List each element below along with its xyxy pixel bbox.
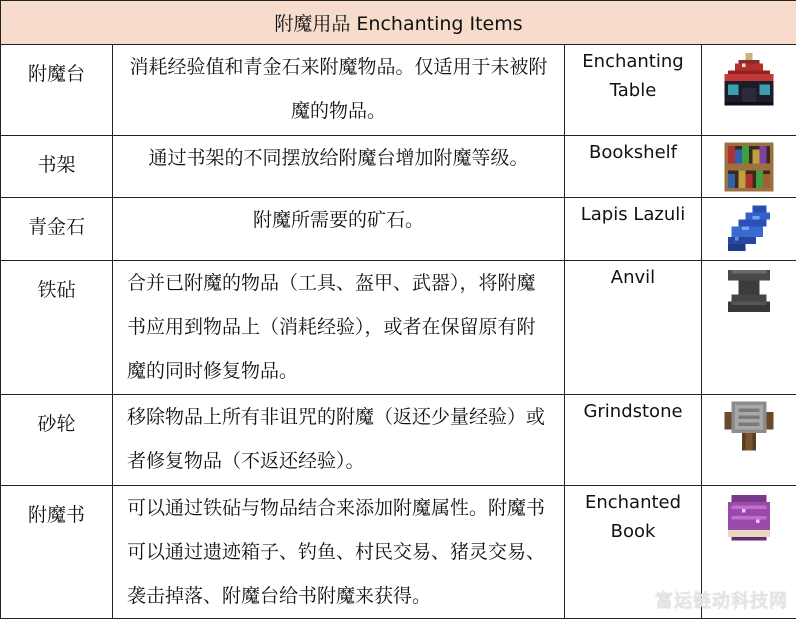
anvil-icon xyxy=(721,263,777,319)
item-name: 铁砧 xyxy=(1,261,113,395)
item-description: 合并已附魔的物品（工具、盔甲、武器），将附魔书应用到物品上（消耗经验），或者在保留原有附魔的同时修复物品。 xyxy=(113,261,565,395)
item-description: 附魔所需要的矿石。 xyxy=(113,198,565,261)
table-row xyxy=(1,136,796,198)
lapis-lazuli-icon xyxy=(721,202,777,258)
bookshelf-icon xyxy=(721,139,777,195)
table-row xyxy=(1,395,796,486)
item-english-name: Lapis Lazuli xyxy=(565,198,702,261)
table-header-row xyxy=(1,1,796,45)
item-english-name: Anvil xyxy=(565,261,702,395)
item-name: 砂轮 xyxy=(1,395,113,486)
table-title: 附魔用品 Enchanting Items xyxy=(1,1,796,45)
table-row xyxy=(1,261,796,395)
item-description: 通过书架的不同摆放给附魔台增加附魔等级。 xyxy=(113,136,565,198)
table-row xyxy=(1,45,796,136)
item-english-name: Grindstone xyxy=(565,395,702,486)
item-english-name: Bookshelf xyxy=(565,136,702,198)
item-name: 附魔台 xyxy=(1,45,113,136)
item-english-name: Enchanting Table xyxy=(565,45,702,136)
enchanted-book-icon xyxy=(721,488,777,544)
item-description: 消耗经验值和青金石来附魔物品。仅适用于未被附魔的物品。 xyxy=(113,45,565,136)
grindstone-icon xyxy=(721,398,777,454)
item-name: 青金石 xyxy=(1,198,113,261)
item-english-name: Enchanted Book xyxy=(565,486,702,619)
item-name: 附魔书 xyxy=(1,486,113,619)
watermark: 富运链动科技网 xyxy=(655,587,788,613)
item-description: 可以通过铁砧与物品结合来添加附魔属性。附魔书可以通过遗迹箱子、钓鱼、村民交易、猪灵交易、袭击掉落、附魔台给书附魔来获得。 xyxy=(113,486,565,619)
item-name: 书架 xyxy=(1,136,113,198)
table-row xyxy=(1,198,796,261)
item-description: 移除物品上所有非诅咒的附魔（返还少量经验）或者修复物品（不返还经验）。 xyxy=(113,395,565,486)
enchanting-table-icon xyxy=(721,53,777,109)
